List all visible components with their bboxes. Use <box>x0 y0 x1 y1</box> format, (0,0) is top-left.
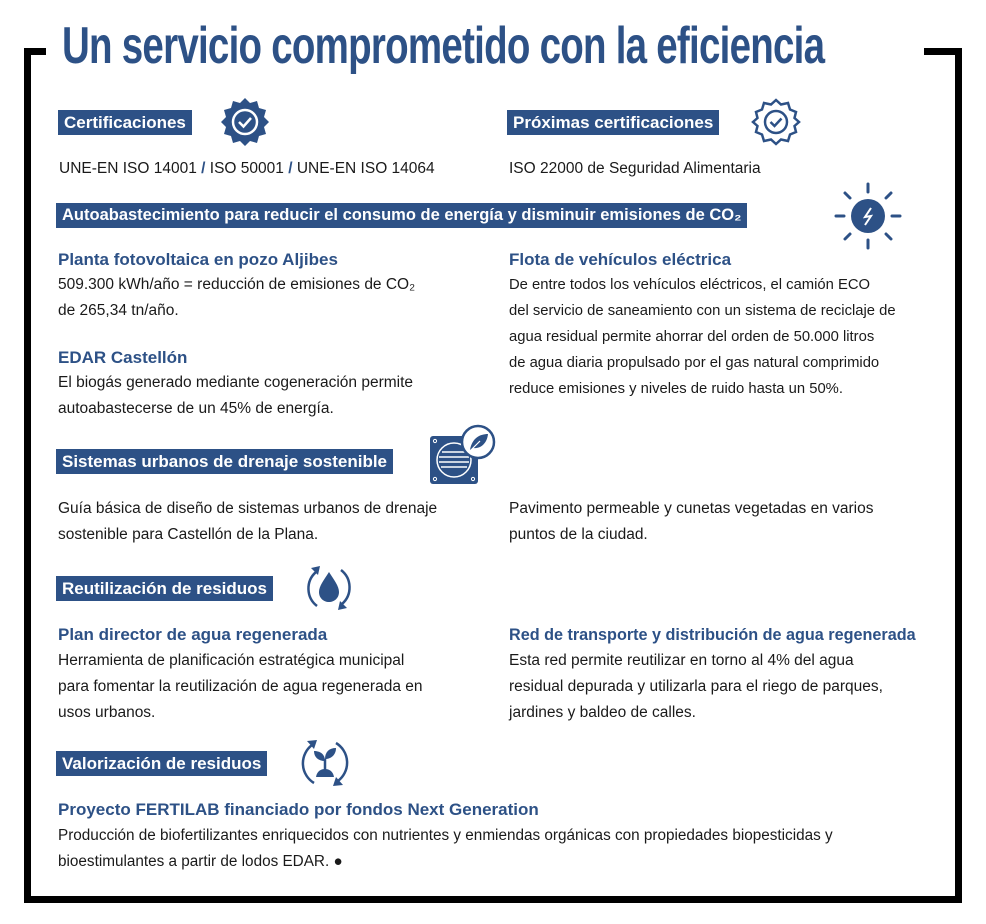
proximas-text: ISO 22000 de Seguridad Alimentaria <box>509 160 761 177</box>
drenaje-tag: Sistemas urbanos de drenaje sostenible <box>56 449 393 474</box>
drenaje-right-text <box>509 496 873 548</box>
cert-item: ISO 50001 <box>209 160 284 177</box>
text-line: de agua diaria propulsado por el gas natural comprimido <box>509 355 880 371</box>
flota-text <box>509 272 896 402</box>
text-line: jardines y baldeo de calles. <box>509 704 696 721</box>
cert-item: UNE-EN ISO 14001 <box>59 160 197 177</box>
proximas-tag: Próximas certificaciones <box>507 110 719 135</box>
cert-item: UNE-EN ISO 14064 <box>296 160 435 177</box>
text-line: Esta red permite reutilizar en torno al 4% del agua <box>509 652 854 669</box>
separator: / <box>201 160 206 177</box>
water-drop-recycle-icon <box>300 560 358 616</box>
text-line: puntos de la ciudad. <box>509 526 648 543</box>
text-line: usos urbanos. <box>58 704 156 721</box>
edar-heading: EDAR Castellón <box>58 348 188 367</box>
text-line: reduce emisiones y niveles de ruido hasta un 50%. <box>509 381 843 397</box>
page-title: Un servicio comprometido con la eficiencia <box>62 17 825 75</box>
text-line: De entre todos los vehículos eléctricos, el camión ECO <box>509 277 871 293</box>
text-line: residual depurada y utilizarla para el riego de parques, <box>509 678 883 695</box>
text-line: 509.300 kWh/año = reducción de emisiones de CO₂ <box>58 276 416 293</box>
plan-heading: Plan director de agua regenerada <box>58 625 328 644</box>
frame-bottom <box>24 896 962 903</box>
badge-check-icon <box>219 96 271 148</box>
valorizacion-tag: Valorización de residuos <box>56 751 267 776</box>
text-line: Producción de biofertilizantes enriquecidos con nutrientes y enmiendas orgánicas con propiedades biopesticidas y <box>58 827 833 844</box>
energia-tag: Autoabastecimiento para reducir el consumo de energía y disminuir emisiones de CO₂ <box>56 203 747 228</box>
drain-leaf-icon <box>428 424 498 486</box>
separator: / <box>288 160 293 177</box>
text-line: de 265,34 tn/año. <box>58 302 179 319</box>
text-line: sostenible para Castellón de la Plana. <box>58 526 319 543</box>
edar-text <box>58 370 413 422</box>
red-heading: Red de transporte y distribución de agua regenerada <box>509 626 916 644</box>
frame-left <box>24 48 31 903</box>
certificaciones-tag: Certificaciones <box>58 110 192 135</box>
drenaje-left-text <box>58 496 437 548</box>
badge-check-outline-icon <box>750 96 802 148</box>
sun-bolt-icon <box>832 180 904 252</box>
planta-heading: Planta fotovoltaica en pozo Aljibes <box>58 250 338 269</box>
text-line: para fomentar la reutilización de agua regenerada en <box>58 678 423 695</box>
text-line: Pavimento permeable y cunetas vegetadas en varios <box>509 500 874 517</box>
text-line: del servicio de saneamiento con un sistema de reciclaje de <box>509 303 896 319</box>
frame-right <box>955 48 962 903</box>
red-text <box>509 648 883 726</box>
text-line: agua residual permite ahorrar del orden de 50.000 litros <box>509 329 875 345</box>
plan-text <box>58 648 423 726</box>
planta-text <box>58 272 415 324</box>
text-line: Guía básica de diseño de sistemas urbanos de drenaje <box>58 500 438 517</box>
text-line: Herramienta de planificación estratégica municipal <box>58 652 405 669</box>
text-line: bioestimulantes a partir de lodos EDAR. ● <box>58 853 343 870</box>
text-line: autoabastecerse de un 45% de energía. <box>58 400 334 417</box>
text-line: El biogás generado mediante cogeneración permite <box>58 374 414 391</box>
certificaciones-list <box>59 156 435 182</box>
reutilizacion-tag: Reutilización de residuos <box>56 576 273 601</box>
plant-recycle-icon <box>296 735 354 791</box>
flota-heading: Flota de vehículos eléctrica <box>509 250 732 269</box>
proyecto-text <box>58 823 833 875</box>
proyecto-heading: Proyecto FERTILAB financiado por fondos Next Generation <box>58 800 539 819</box>
